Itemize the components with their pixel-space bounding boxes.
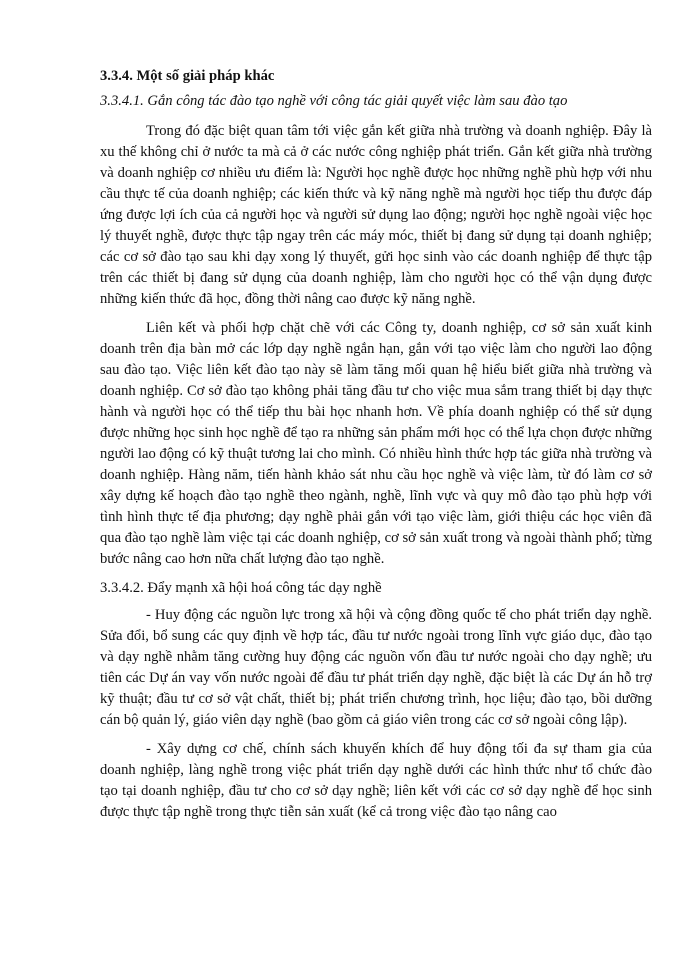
bullet-paragraph: - Xây dựng cơ chế, chính sách khuyến khích để huy động tối đa sự tham gia của doanh nghiệp, làng nghề trong việc phát triển dạy nghề dưới các hình thức như tổ chức đào tạo tại doanh nghiệp, đầu tư cho cơ sở dạy nghề; liên kết với các cơ sở dạy nghề để học sinh được thực tập nghề trong thực tiễn sản xuất (kể cả trong việc đào tạo nâng cao — [100, 741, 652, 820]
subsection-heading: 3.3.4.1. Gắn công tác đào tạo nghề với công tác giải quyết việc làm sau đào tạo — [100, 93, 568, 109]
bullet-paragraph: - Huy động các nguồn lực trong xã hội và cộng đồng quốc tế cho phát triển dạy nghề. Sửa đổi, bổ sung các quy định về hợp tác, đầu tư nước ngoài trong lĩnh vực giáo dục, đào tạo và dạy nghề nhằm tăng cường huy động các nguồn vốn đầu tư nước ngoài cho dạy nghề; ưu tiên các Dự án vay vốn nước ngoài để đầu tư phát triển dạy nghề, đặc biệt là các Dự án hỗ trợ kỹ thuật; đầu tư cơ sở vật chất, thiết bị; phát triển chương trình, học liệu; đào tạo, bồi dưỡng cán bộ quản lý, giáo viên dạy nghề (bao gồm cả giáo viên trong các cơ sở ngoài công lập). — [100, 607, 652, 728]
paragraph: Trong đó đặc biệt quan tâm tới việc gắn kết giữa nhà trường và doanh nghiệp. Đây là xu thế không chỉ ở nước ta mà cả ở các nước công nghiệp phát triển. Gắn kết giữa nhà trường và doanh nghiệp cơ nhiều ưu điểm là: Người học nghề được học những nghề phù hợp với nhu cầu thực tế của doanh nghiệp; các kiến thức và kỹ năng nghề mà người học tiếp thu được đáp ứng được lợi ích của cả người học và người sử dụng lao động; người học nghề ngoài việc học lý thuyết nghề, được thực tập ngay trên các máy móc, thiết bị đang sử dụng tại doanh nghiệp; các cơ sở đào tạo sau khi dạy xong lý thuyết, gửi học sinh vào các doanh nghiệp để thực tập trên các thiết bị đang sử dụng của doanh nghiệp, làm cho người học có thể vận dụng được những kiến thức đã học, đồng thời nâng cao được kỹ năng nghề. — [100, 123, 652, 307]
section-heading: 3.3.4. Một số giải pháp khác — [100, 68, 275, 84]
paragraph: Liên kết và phối hợp chặt chẽ với các Công ty, doanh nghiệp, cơ sở sản xuất kinh doanh trên địa bàn mở các lớp dạy nghề ngắn hạn, gắn với tạo việc làm cho người lao động sau đào tạo. Việc liên kết đào tạo này sẽ làm tăng mối quan hệ hiểu biết giữa nhà trường và doanh nghiệp. Cơ sở đào tạo không phải tăng đầu tư cho việc mua sắm trang thiết bị dạy thực hành và người học có thể tiếp thu bài học nhanh hơn. Về phía doanh nghiệp có thể sử dụng được những học sinh học nghề để tạo ra những sản phẩm mới học có thể lựa chọn được những người lao động có kỹ thuật tương lai cho mình. Có nhiều hình thức hợp tác giữa nhà trường và doanh nghiệp. Hàng năm, tiến hành khảo sát nhu cầu học nghề và việc làm, từ đó làm cơ sở xây dựng kế hoạch đào tạo nghề theo ngành, nghề, lĩnh vực và quy mô đào tạo phù hợp với tình hình thực tế địa phương; dạy nghề phải gắn với tạo việc làm, giới thiệu các học viên đã qua đào tạo nghề làm việc tại các doanh nghiệp, cơ sở sản xuất trong và ngoài thành phố; từng bước nâng cao hơn nữa chất lượng đào tạo nghề. — [100, 320, 652, 567]
subsection-heading: 3.3.4.2. Đẩy mạnh xã hội hoá công tác dạy nghề — [100, 580, 382, 596]
